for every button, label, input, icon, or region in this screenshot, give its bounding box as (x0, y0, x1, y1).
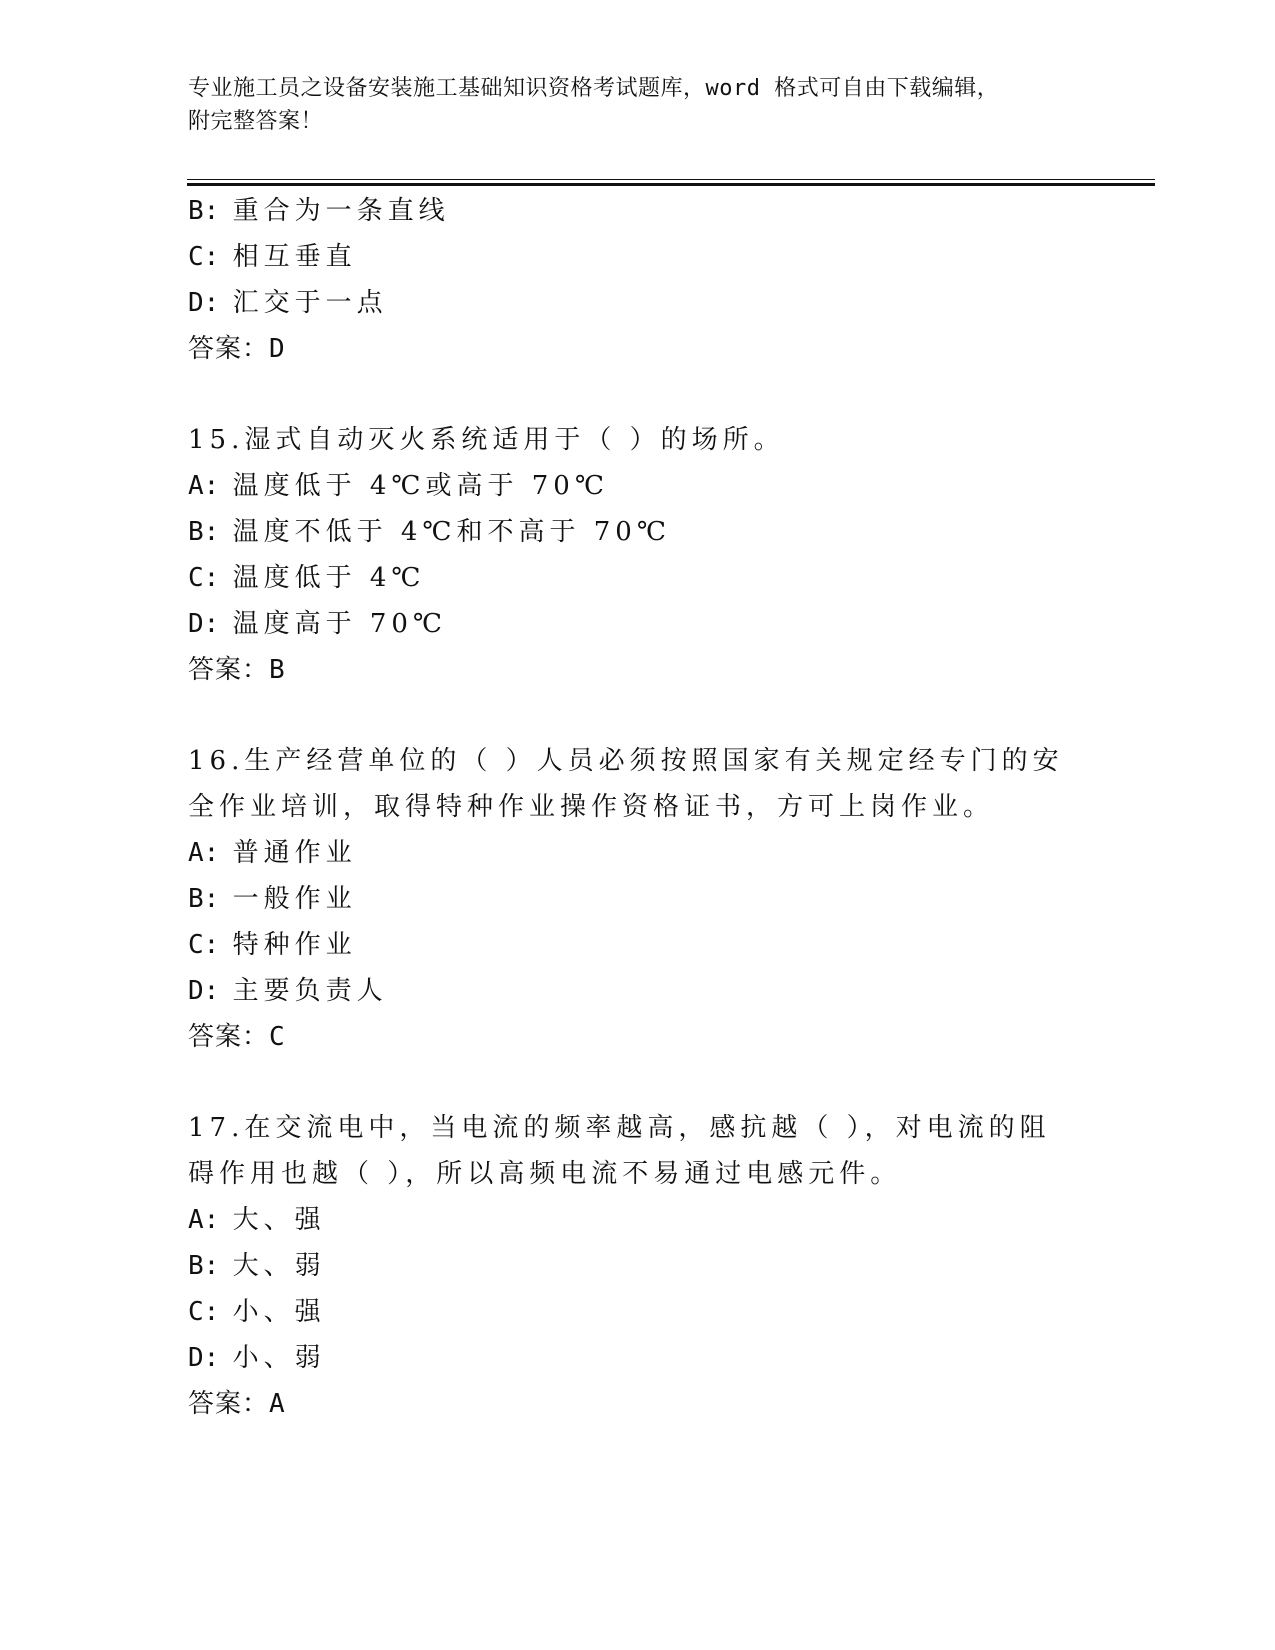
option-c (188, 1289, 1068, 1335)
option-letter: D: (188, 1343, 220, 1373)
option-text: 温度不低于 4℃和不高于 70℃ (232, 517, 671, 547)
option-b (188, 1243, 1068, 1289)
option-d (188, 1335, 1068, 1381)
option-a (188, 1197, 1068, 1243)
question-block-16 (188, 738, 1068, 1060)
option-letter: A: (188, 838, 220, 868)
option-letter: D: (188, 609, 220, 639)
option-letter: C: (188, 1297, 220, 1327)
option-letter: B: (188, 884, 220, 914)
option-letter: C: (188, 930, 220, 960)
option-a (188, 463, 1068, 509)
option-letter: C: (188, 242, 220, 272)
option-b (188, 188, 1068, 234)
option-letter: A: (188, 1205, 220, 1235)
document-header (188, 72, 1088, 138)
option-text: 温度低于 4℃ (232, 563, 426, 593)
option-d (188, 280, 1068, 326)
option-letter: B: (188, 517, 220, 547)
question-stem: 15.湿式自动灭火系统适用于（ ）的场所。 (188, 425, 785, 455)
option-letter: A: (188, 471, 220, 501)
option-letter: C: (188, 563, 220, 593)
option-text: 重合为一条直线 (232, 196, 450, 226)
option-text: 温度高于 70℃ (232, 609, 448, 639)
option-text: 相互垂直 (232, 242, 357, 272)
header-divider-thick (187, 183, 1155, 186)
option-c (188, 922, 1068, 968)
option-b (188, 509, 1068, 555)
option-text: 大、弱 (232, 1251, 326, 1281)
option-text: 汇交于一点 (232, 288, 388, 318)
option-b (188, 876, 1068, 922)
question-block-17 (188, 1105, 1068, 1427)
answer-line: 答案：D (188, 334, 286, 364)
option-d (188, 968, 1068, 1014)
option-text: 一般作业 (232, 884, 357, 914)
answer-line: 答案：C (188, 1022, 286, 1052)
option-d (188, 601, 1068, 647)
option-letter: D: (188, 976, 220, 1006)
option-text: 普通作业 (232, 838, 357, 868)
header-divider-thin (187, 179, 1155, 180)
option-letter: B: (188, 196, 220, 226)
option-text: 主要负责人 (232, 976, 388, 1006)
header-line-2: 附完整答案！ (188, 109, 324, 134)
option-a (188, 830, 1068, 876)
option-letter: D: (188, 288, 220, 318)
answer-line: 答案：A (188, 1389, 286, 1419)
question-block-14 (188, 188, 1068, 372)
option-text: 温度低于 4℃或高于 70℃ (232, 471, 609, 501)
option-text: 小、弱 (232, 1343, 326, 1373)
option-text: 特种作业 (232, 930, 357, 960)
option-c (188, 234, 1068, 280)
question-list (188, 188, 1068, 1427)
question-stem: 16.生产经营单位的（ ）人员必须按照国家有关规定经专门的安全作业培训，取得特种作业操作资格证书，方可上岗作业。 (188, 746, 1064, 822)
header-line-1: 专业施工员之设备安装施工基础知识资格考试题库，word 格式可自由下载编辑， (188, 76, 1000, 101)
question-stem: 17.在交流电中，当电流的频率越高，感抗越（ ），对电流的阻碍作用也越（ ），所以高频电流不易通过电感元件。 (188, 1113, 1051, 1189)
question-block-15 (188, 417, 1068, 693)
option-text: 大、强 (232, 1205, 326, 1235)
answer-line: 答案：B (188, 655, 286, 685)
option-letter: B: (188, 1251, 220, 1281)
option-c (188, 555, 1068, 601)
option-text: 小、强 (232, 1297, 326, 1327)
